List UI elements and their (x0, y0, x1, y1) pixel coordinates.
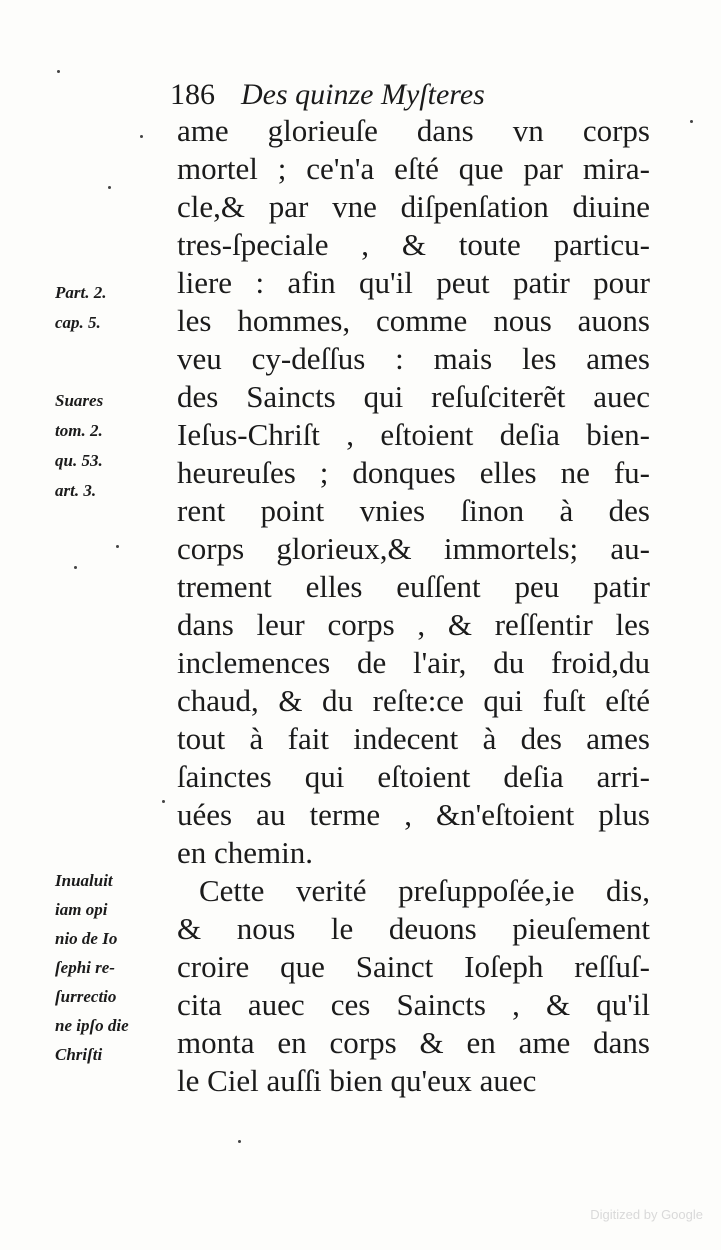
text-line: liere : afin qu'il peut patir pour (177, 265, 650, 300)
ink-speck (162, 800, 165, 803)
text-line: mortel ; ce'n'a eſté que par mira- (177, 151, 650, 186)
text-line: le Ciel auſſi bien qu'eux auec (177, 1063, 537, 1098)
margin-note-line: Part. 2. (55, 283, 107, 302)
margin-note-line: Chriſti (55, 1045, 103, 1064)
text-line: heureuſes ; donques elles ne fu- (177, 455, 650, 490)
margin-note-line: qu. 53. (55, 451, 103, 470)
ink-speck (108, 186, 111, 189)
text-line: croire que Sainct Ioſeph reſſuſ- (177, 949, 650, 984)
text-line: en chemin. (177, 835, 314, 870)
text-line: dans leur corps , & reſſentir les (177, 607, 650, 642)
margin-note-line: Suares (55, 391, 104, 410)
ink-speck (116, 545, 119, 548)
margin-note-line: tom. 2. (55, 421, 103, 440)
text-line: trement elles euſſent peu patir (177, 569, 650, 604)
text-line: monta en corps & en ame dans (177, 1025, 650, 1060)
text-line: ame glorieuſe dans vn corps (177, 113, 650, 148)
margin-note-line: iam opi (55, 900, 108, 919)
margin-note-line: cap. 5. (55, 313, 101, 332)
text-line: les hommes, comme nous auons (177, 303, 650, 338)
text-line: & nous le deuons pieuſement (177, 911, 650, 946)
text-line: chaud, & du reſte:ce qui fuſt eſté (177, 683, 650, 718)
margin-note-line: art. 3. (55, 481, 97, 500)
margin-note-line: ſephi re- (55, 958, 115, 977)
text-line: Cette verité preſuppoſée,ie dis, (199, 873, 650, 908)
text-line: tres-ſpeciale , & toute particu- (177, 227, 650, 262)
ink-speck (238, 1140, 241, 1143)
text-line: inclemences de l'air, du froid,du (177, 645, 650, 680)
running-title: Des quinze Myſteres (241, 78, 485, 111)
text-line: corps glorieux,& immortels; au- (177, 531, 650, 566)
ink-speck (74, 566, 77, 569)
text-line: veu cy-deſſus : mais les ames (177, 341, 650, 376)
ink-speck (690, 120, 693, 123)
text-line: uées au terme , &n'eſtoient plus (177, 797, 650, 832)
margin-note-line: ſurrectio (55, 987, 117, 1006)
text-line: cle,& par vne diſpenſation diuine (177, 189, 650, 224)
text-line: Ieſus-Chriſt , eſtoient deſia bien- (177, 417, 650, 452)
text-line: tout à fait indecent à des ames (177, 721, 650, 756)
margin-note-line: ne ipſo die (55, 1016, 129, 1035)
page-number: 186 (170, 78, 215, 111)
page-header (170, 78, 485, 112)
text-line: des Saincts qui reſuſciterẽt auec (177, 379, 650, 414)
text-line: cita auec ces Saincts , & qu'il (177, 987, 650, 1022)
ink-speck (140, 135, 143, 138)
text-line: ſainctes qui eſtoient deſia arri- (177, 759, 650, 794)
margin-note-line: nio de Io (55, 929, 118, 948)
margin-note-line: Inualuit (55, 871, 113, 890)
ink-speck (57, 70, 60, 73)
watermark: Digitized by Google (590, 1207, 703, 1222)
text-line: rent point vnies ſinon à des (177, 493, 650, 528)
